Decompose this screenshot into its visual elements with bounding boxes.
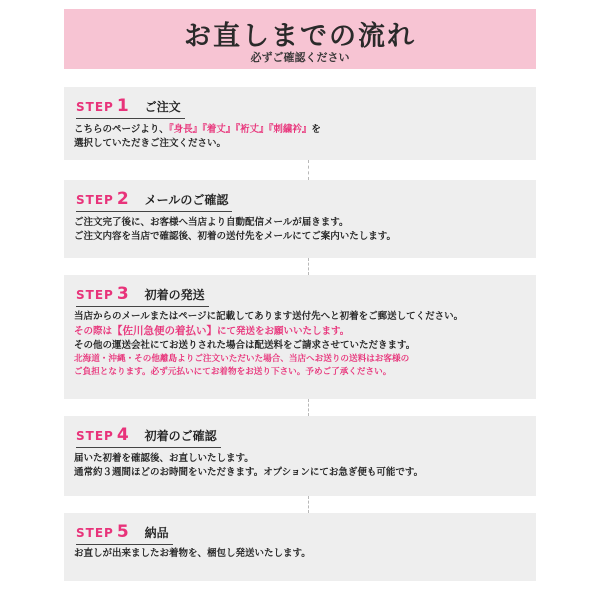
step-number: 2 (116, 189, 129, 209)
step-connector (308, 496, 309, 513)
step-number: 1 (116, 96, 129, 116)
highlight-text: 『身長』『着丈』『裄丈』『刺繍衿』 (168, 124, 312, 135)
step-4-line-2: 通常約３週間ほどのお時間をいただきます。オプションにてお急ぎ便も可能です。 (74, 467, 424, 478)
page-subtitle: 必ずご確認ください (250, 51, 350, 64)
step-label: STEP (76, 193, 114, 207)
step-4-line-1: 届いた初着を確認後、お直しいたします。 (74, 453, 254, 464)
step-3-line-1: 当店からのメールまたはページに記載してあります送付先へと初着をご郵送してください。 (74, 311, 464, 322)
step-title: ご注文 (144, 100, 181, 114)
step-number: 4 (116, 425, 129, 445)
step-3-heading (76, 284, 209, 307)
page-title: お直しまでの流れ (184, 21, 416, 52)
step-5-line-1: お直しが出来ましたお着物を、梱包し発送いたします。 (74, 548, 311, 559)
text: にて発送をお願いいたします。 (217, 326, 350, 337)
step-label: STEP (76, 526, 114, 540)
text: その際は (74, 326, 113, 337)
step-2-body (74, 216, 528, 244)
step-4-card (64, 416, 536, 496)
step-title: 納品 (144, 526, 169, 540)
step-1-heading (76, 96, 185, 119)
step-5-card (64, 513, 536, 581)
highlight-text: 【佐川急便の着払い】 (112, 325, 218, 337)
step-1-line-2: 選択していただきご注文ください。 (74, 138, 227, 149)
step-label: STEP (76, 429, 114, 443)
step-4-body (74, 452, 528, 480)
step-label: STEP (76, 288, 114, 302)
header-banner (64, 9, 536, 69)
text: を (311, 124, 321, 135)
step-title: 初着のご確認 (144, 429, 217, 443)
step-2-line-1: ご注文完了後に、お客様へ当店より自動配信メールが届きます。 (74, 217, 349, 228)
step-4-heading (76, 425, 221, 448)
step-1-card (64, 87, 536, 160)
step-1-body (74, 123, 528, 151)
step-title: メールのご確認 (144, 193, 229, 207)
step-2-card (64, 180, 536, 258)
step-5-body (74, 547, 528, 561)
text: こちらのページより、 (74, 124, 169, 135)
step-1-line-1 (74, 123, 528, 137)
step-2-heading (76, 189, 232, 212)
step-label: STEP (76, 100, 114, 114)
step-3-line-3: その他の運送会社にてお送りされた場合は配送料をご請求させていただきます。 (74, 340, 416, 351)
step-connector (308, 399, 309, 416)
step-5-heading (76, 522, 173, 545)
step-2-line-2: ご注文内容を当店で確認後、初着の送付先をメールにてご案内いたします。 (74, 231, 397, 242)
step-connector (308, 160, 309, 180)
step-connector (308, 258, 309, 275)
step-number: 3 (116, 284, 129, 304)
step-number: 5 (116, 522, 129, 542)
step-3-line-2 (74, 324, 528, 339)
step-title: 初着の発送 (144, 288, 205, 302)
step-3-line-4: 北海道・沖縄・その他離島よりご注文いただいた場合、当店へお送りの送料はお客様の (74, 354, 410, 364)
step-3-card (64, 275, 536, 399)
step-3-body (74, 310, 528, 379)
step-3-line-5: ご負担となります。必ず元払いにてお着物をお送り下さい。予めご了承ください。 (74, 367, 392, 377)
